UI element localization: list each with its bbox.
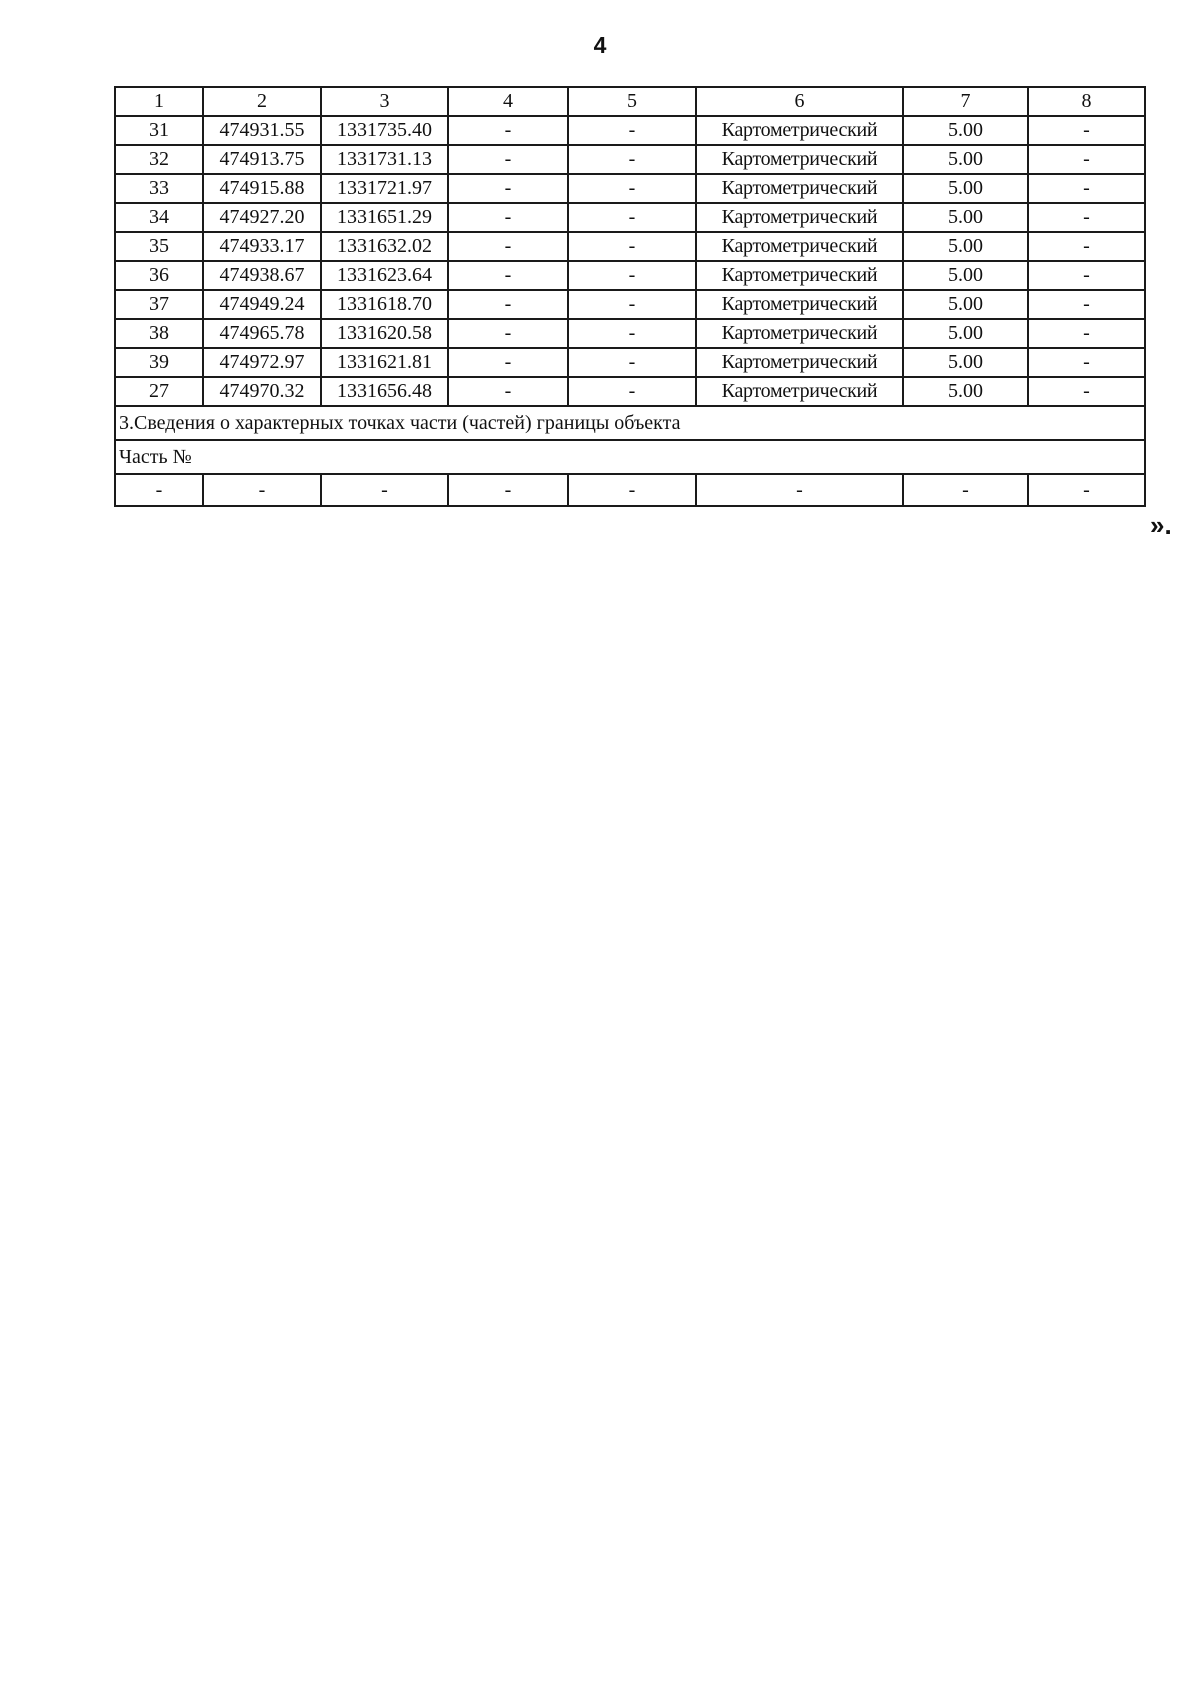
column-header: 1 (115, 87, 203, 116)
table-cell: Картометрический (696, 174, 903, 203)
part-label: Часть № (115, 440, 1145, 474)
table-cell: - (115, 474, 203, 506)
table-cell: - (1028, 290, 1145, 319)
table-cell: 1331620.58 (321, 319, 448, 348)
part-label-row (115, 440, 1145, 474)
table-cell: - (1028, 232, 1145, 261)
table-cell: 33 (115, 174, 203, 203)
table-cell: 5.00 (903, 377, 1028, 406)
table-cell: Картометрический (696, 377, 903, 406)
table-cell: Картометрический (696, 145, 903, 174)
table-cell: 474938.67 (203, 261, 321, 290)
table-cell: - (448, 377, 568, 406)
table-cell: - (568, 232, 696, 261)
table-row (115, 319, 1145, 348)
table-cell: Картометрический (696, 116, 903, 145)
table-cell: - (1028, 261, 1145, 290)
table-cell: 1331618.70 (321, 290, 448, 319)
table-cell: - (568, 319, 696, 348)
table-cell: - (568, 145, 696, 174)
table-cell: - (568, 348, 696, 377)
table-cell: 5.00 (903, 319, 1028, 348)
table-cell: 5.00 (903, 261, 1028, 290)
table-cell: 474972.97 (203, 348, 321, 377)
table-cell: - (448, 348, 568, 377)
table-cell: 5.00 (903, 116, 1028, 145)
table-cell: - (448, 261, 568, 290)
table-cell: 474965.78 (203, 319, 321, 348)
table-cell: - (568, 116, 696, 145)
table-cell: - (1028, 319, 1145, 348)
table-row (115, 232, 1145, 261)
table-row (115, 174, 1145, 203)
table-cell: 5.00 (903, 145, 1028, 174)
table-cell: 37 (115, 290, 203, 319)
table-body (115, 87, 1145, 506)
table-cell: Картометрический (696, 261, 903, 290)
table-cell: - (568, 261, 696, 290)
table-cell: 474970.32 (203, 377, 321, 406)
table-cell: 5.00 (903, 290, 1028, 319)
table-cell: - (448, 232, 568, 261)
table-cell: 5.00 (903, 348, 1028, 377)
column-header: 3 (321, 87, 448, 116)
table-cell: - (448, 174, 568, 203)
table-cell: Картометрический (696, 319, 903, 348)
table-cell: Картометрический (696, 290, 903, 319)
table-cell: - (448, 116, 568, 145)
table-cell: - (1028, 116, 1145, 145)
coordinates-table (114, 86, 1146, 507)
table-cell: Картометрический (696, 232, 903, 261)
empty-part-row (115, 474, 1145, 506)
table-cell: - (448, 290, 568, 319)
table-cell: - (203, 474, 321, 506)
table-cell: - (568, 290, 696, 319)
page-number: 4 (593, 32, 607, 58)
table-row (115, 348, 1145, 377)
table-cell: 474931.55 (203, 116, 321, 145)
table-cell: 5.00 (903, 203, 1028, 232)
table-cell: - (1028, 145, 1145, 174)
table-row (115, 261, 1145, 290)
table-row (115, 203, 1145, 232)
table-cell: 5.00 (903, 232, 1028, 261)
table-cell: - (1028, 474, 1145, 506)
table-cell: 31 (115, 116, 203, 145)
table-cell: - (568, 203, 696, 232)
table-cell: 38 (115, 319, 203, 348)
table-cell: 474927.20 (203, 203, 321, 232)
column-header: 5 (568, 87, 696, 116)
table-cell: 1331731.13 (321, 145, 448, 174)
table-cell: 27 (115, 377, 203, 406)
table-cell: - (568, 474, 696, 506)
table-cell: - (903, 474, 1028, 506)
section-heading: 3.Сведения о характерных точках части (частей) границы объекта (115, 406, 1145, 440)
column-header: 6 (696, 87, 903, 116)
table-cell: 39 (115, 348, 203, 377)
table-cell: - (448, 474, 568, 506)
table-cell: 36 (115, 261, 203, 290)
table-cell: 1331623.64 (321, 261, 448, 290)
table-cell: - (1028, 203, 1145, 232)
closing-quote-mark: ». (1150, 510, 1172, 540)
table-cell: 32 (115, 145, 203, 174)
table-cell: 1331721.97 (321, 174, 448, 203)
table-cell: 1331656.48 (321, 377, 448, 406)
table-cell: - (568, 174, 696, 203)
table-cell: 474933.17 (203, 232, 321, 261)
column-header: 2 (203, 87, 321, 116)
table-cell: - (1028, 377, 1145, 406)
column-header: 7 (903, 87, 1028, 116)
table-cell: - (448, 319, 568, 348)
table-row (115, 290, 1145, 319)
table-cell: - (448, 145, 568, 174)
column-header: 4 (448, 87, 568, 116)
table-cell: 1331621.81 (321, 348, 448, 377)
section-heading-row (115, 406, 1145, 440)
table-cell: - (1028, 348, 1145, 377)
table-cell: - (321, 474, 448, 506)
table-cell: 34 (115, 203, 203, 232)
table-cell: 35 (115, 232, 203, 261)
table-cell: - (696, 474, 903, 506)
table-row (115, 145, 1145, 174)
table-cell: 1331651.29 (321, 203, 448, 232)
table-row (115, 116, 1145, 145)
table-cell: 1331735.40 (321, 116, 448, 145)
column-header: 8 (1028, 87, 1145, 116)
table-cell: 474913.75 (203, 145, 321, 174)
table-cell: 474949.24 (203, 290, 321, 319)
header-row (115, 87, 1145, 116)
table-cell: - (568, 377, 696, 406)
table-cell: - (448, 203, 568, 232)
table-cell: 5.00 (903, 174, 1028, 203)
table-cell: 474915.88 (203, 174, 321, 203)
table-cell: 1331632.02 (321, 232, 448, 261)
table-cell: Картометрический (696, 203, 903, 232)
table-cell: - (1028, 174, 1145, 203)
table-cell: Картометрический (696, 348, 903, 377)
table-row (115, 377, 1145, 406)
